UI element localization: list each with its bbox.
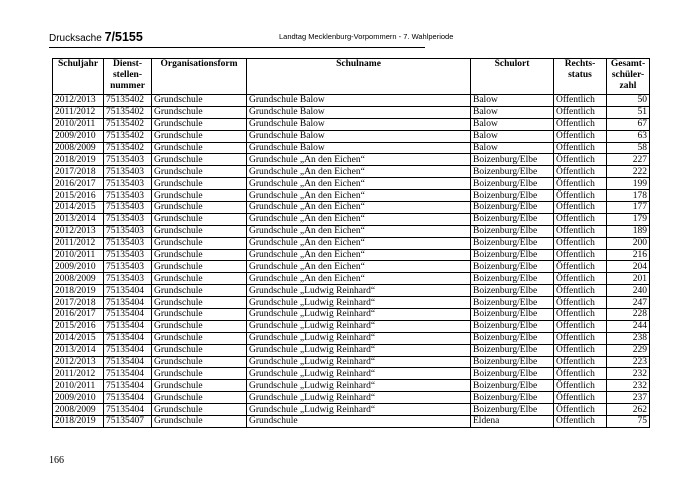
- cell-schulname: Grundschule „Ludwig Reinhard“: [247, 320, 471, 332]
- cell-schulort: Eldena: [471, 416, 554, 428]
- cell-dienststellennummer: 75135402: [104, 106, 152, 118]
- cell-schuljahr: 2009/2010: [53, 392, 104, 404]
- cell-schuljahr: 2015/2016: [53, 320, 104, 332]
- table-row: [53, 237, 650, 249]
- cell-schulname: Grundschule: [247, 416, 471, 428]
- cell-gesamtschuelerzahl: 262: [607, 404, 650, 416]
- cell-gesamtschuelerzahl: 240: [607, 285, 650, 297]
- cell-rechtsstatus: Öffentlich: [554, 142, 607, 154]
- cell-rechtsstatus: Öffentlich: [554, 190, 607, 202]
- cell-schulort: Boizenburg/Elbe: [471, 320, 554, 332]
- cell-rechtsstatus: Öffentlich: [554, 404, 607, 416]
- table-row: [53, 190, 650, 202]
- cell-schulort: Boizenburg/Elbe: [471, 202, 554, 214]
- cell-schuljahr: 2010/2011: [53, 380, 104, 392]
- cell-gesamtschuelerzahl: 216: [607, 249, 650, 261]
- cell-schuljahr: 2010/2011: [53, 249, 104, 261]
- cell-schuljahr: 2018/2019: [53, 285, 104, 297]
- cell-schulort: Boizenburg/Elbe: [471, 368, 554, 380]
- cell-dienststellennummer: 75135402: [104, 142, 152, 154]
- cell-schulname: Grundschule „Ludwig Reinhard“: [247, 309, 471, 321]
- cell-schuljahr: 2017/2018: [53, 297, 104, 309]
- cell-schulname: Grundschule „An den Eichen“: [247, 190, 471, 202]
- cell-schulname: Grundschule „An den Eichen“: [247, 237, 471, 249]
- cell-schuljahr: 2008/2009: [53, 404, 104, 416]
- cell-organisationsform: Grundschule: [152, 130, 247, 142]
- cell-rechtsstatus: Öffentlich: [554, 356, 607, 368]
- cell-schulort: Boizenburg/Elbe: [471, 404, 554, 416]
- cell-rechtsstatus: Öffentlich: [554, 297, 607, 309]
- table-row: [53, 225, 650, 237]
- cell-schulort: Balow: [471, 118, 554, 130]
- cell-gesamtschuelerzahl: 229: [607, 344, 650, 356]
- cell-dienststellennummer: 75135404: [104, 380, 152, 392]
- cell-organisationsform: Grundschule: [152, 213, 247, 225]
- cell-rechtsstatus: Öffentlich: [554, 106, 607, 118]
- cell-schuljahr: 2008/2009: [53, 273, 104, 285]
- cell-rechtsstatus: Öffentlich: [554, 154, 607, 166]
- cell-dienststellennummer: 75135403: [104, 202, 152, 214]
- cell-gesamtschuelerzahl: 201: [607, 273, 650, 285]
- cell-schulname: Grundschule „Ludwig Reinhard“: [247, 297, 471, 309]
- cell-schuljahr: 2011/2012: [53, 368, 104, 380]
- cell-schuljahr: 2009/2010: [53, 261, 104, 273]
- cell-rechtsstatus: Öffentlich: [554, 368, 607, 380]
- cell-dienststellennummer: 75135403: [104, 237, 152, 249]
- cell-schulort: Boizenburg/Elbe: [471, 356, 554, 368]
- cell-schuljahr: 2017/2018: [53, 166, 104, 178]
- cell-organisationsform: Grundschule: [152, 297, 247, 309]
- cell-schuljahr: 2016/2017: [53, 178, 104, 190]
- table-row: [53, 285, 650, 297]
- header-divider: [49, 47, 425, 48]
- cell-organisationsform: Grundschule: [152, 392, 247, 404]
- cell-schulort: Boizenburg/Elbe: [471, 190, 554, 202]
- cell-rechtsstatus: Öffentlich: [554, 166, 607, 178]
- cell-gesamtschuelerzahl: 58: [607, 142, 650, 154]
- cell-schulname: Grundschule „An den Eichen“: [247, 154, 471, 166]
- cell-organisationsform: Grundschule: [152, 356, 247, 368]
- school-data-table: [52, 58, 650, 428]
- cell-rechtsstatus: Öffentlich: [554, 273, 607, 285]
- cell-gesamtschuelerzahl: 223: [607, 356, 650, 368]
- cell-schulname: Grundschule „Ludwig Reinhard“: [247, 344, 471, 356]
- cell-schuljahr: 2013/2014: [53, 213, 104, 225]
- cell-rechtsstatus: Öffentlich: [554, 130, 607, 142]
- cell-schulort: Boizenburg/Elbe: [471, 380, 554, 392]
- cell-schuljahr: 2016/2017: [53, 309, 104, 321]
- cell-dienststellennummer: 75135403: [104, 213, 152, 225]
- table-row: [53, 202, 650, 214]
- cell-gesamtschuelerzahl: 189: [607, 225, 650, 237]
- cell-schuljahr: 2014/2015: [53, 332, 104, 344]
- cell-schulort: Balow: [471, 142, 554, 154]
- document-label-text: Drucksache: [49, 33, 102, 44]
- cell-schulort: Boizenburg/Elbe: [471, 344, 554, 356]
- cell-schulort: Balow: [471, 130, 554, 142]
- cell-organisationsform: Grundschule: [152, 106, 247, 118]
- cell-organisationsform: Grundschule: [152, 178, 247, 190]
- cell-gesamtschuelerzahl: 204: [607, 261, 650, 273]
- table-row: [53, 213, 650, 225]
- cell-organisationsform: Grundschule: [152, 344, 247, 356]
- cell-rechtsstatus: Öffentlich: [554, 225, 607, 237]
- cell-schulname: Grundschule „Ludwig Reinhard“: [247, 356, 471, 368]
- cell-schulname: Grundschule Balow: [247, 95, 471, 107]
- cell-schulort: Boizenburg/Elbe: [471, 285, 554, 297]
- cell-gesamtschuelerzahl: 222: [607, 166, 650, 178]
- cell-gesamtschuelerzahl: 238: [607, 332, 650, 344]
- cell-schulort: Balow: [471, 106, 554, 118]
- cell-schulort: Boizenburg/Elbe: [471, 225, 554, 237]
- cell-schuljahr: 2011/2012: [53, 106, 104, 118]
- table-row: [53, 178, 650, 190]
- cell-schulort: Boizenburg/Elbe: [471, 392, 554, 404]
- cell-dienststellennummer: 75135403: [104, 261, 152, 273]
- table-row: [53, 118, 650, 130]
- cell-schulname: Grundschule „An den Eichen“: [247, 213, 471, 225]
- cell-gesamtschuelerzahl: 177: [607, 202, 650, 214]
- cell-schuljahr: 2018/2019: [53, 416, 104, 428]
- table-row: [53, 332, 650, 344]
- cell-rechtsstatus: Öffentlich: [554, 237, 607, 249]
- cell-gesamtschuelerzahl: 227: [607, 154, 650, 166]
- cell-dienststellennummer: 75135407: [104, 416, 152, 428]
- cell-schuljahr: 2008/2009: [53, 142, 104, 154]
- cell-organisationsform: Grundschule: [152, 237, 247, 249]
- cell-rechtsstatus: Öffentlich: [554, 178, 607, 190]
- cell-schuljahr: 2009/2010: [53, 130, 104, 142]
- cell-dienststellennummer: 75135404: [104, 320, 152, 332]
- cell-schulname: Grundschule „An den Eichen“: [247, 225, 471, 237]
- cell-dienststellennummer: 75135404: [104, 368, 152, 380]
- cell-dienststellennummer: 75135404: [104, 297, 152, 309]
- table-header-row: [53, 59, 650, 95]
- cell-organisationsform: Grundschule: [152, 166, 247, 178]
- cell-schulname: Grundschule „Ludwig Reinhard“: [247, 380, 471, 392]
- cell-schulort: Balow: [471, 95, 554, 107]
- table-row: [53, 416, 650, 428]
- parliament-header: Landtag Mecklenburg-Vorpommern - 7. Wahlperiode: [279, 32, 454, 41]
- cell-schuljahr: 2012/2013: [53, 225, 104, 237]
- cell-schuljahr: 2011/2012: [53, 237, 104, 249]
- cell-dienststellennummer: 75135403: [104, 249, 152, 261]
- document-label: [49, 30, 143, 44]
- cell-organisationsform: Grundschule: [152, 368, 247, 380]
- cell-gesamtschuelerzahl: 200: [607, 237, 650, 249]
- cell-dienststellennummer: 75135403: [104, 154, 152, 166]
- cell-gesamtschuelerzahl: 247: [607, 297, 650, 309]
- cell-schulname: Grundschule Balow: [247, 130, 471, 142]
- cell-schuljahr: 2010/2011: [53, 118, 104, 130]
- column-header-schulort: Schulort: [471, 59, 554, 95]
- cell-organisationsform: Grundschule: [152, 309, 247, 321]
- page-number: 166: [49, 455, 64, 466]
- cell-rechtsstatus: Öffentlich: [554, 392, 607, 404]
- cell-gesamtschuelerzahl: 232: [607, 380, 650, 392]
- cell-rechtsstatus: Öffentlich: [554, 344, 607, 356]
- cell-dienststellennummer: 75135404: [104, 309, 152, 321]
- cell-schulname: Grundschule „An den Eichen“: [247, 261, 471, 273]
- cell-dienststellennummer: 75135403: [104, 225, 152, 237]
- cell-organisationsform: Grundschule: [152, 320, 247, 332]
- cell-dienststellennummer: 75135403: [104, 178, 152, 190]
- cell-rechtsstatus: Öffentlich: [554, 320, 607, 332]
- table-row: [53, 356, 650, 368]
- cell-gesamtschuelerzahl: 228: [607, 309, 650, 321]
- table-body: [53, 95, 650, 428]
- cell-rechtsstatus: Öffentlich: [554, 416, 607, 428]
- cell-dienststellennummer: 75135404: [104, 332, 152, 344]
- cell-schulname: Grundschule „Ludwig Reinhard“: [247, 392, 471, 404]
- column-header-organisationsform: Organisationsform: [152, 59, 247, 95]
- cell-organisationsform: Grundschule: [152, 404, 247, 416]
- table-row: [53, 95, 650, 107]
- table-row: [53, 249, 650, 261]
- cell-schulname: Grundschule „An den Eichen“: [247, 273, 471, 285]
- cell-organisationsform: Grundschule: [152, 190, 247, 202]
- cell-schuljahr: 2018/2019: [53, 154, 104, 166]
- cell-dienststellennummer: 75135404: [104, 356, 152, 368]
- cell-schulort: Boizenburg/Elbe: [471, 154, 554, 166]
- cell-organisationsform: Grundschule: [152, 285, 247, 297]
- cell-rechtsstatus: Öffentlich: [554, 95, 607, 107]
- table-row: [53, 261, 650, 273]
- column-header-gesamtschuelerzahl: Gesamt- schüler- zahl: [607, 59, 650, 95]
- cell-schulname: Grundschule Balow: [247, 106, 471, 118]
- cell-schulort: Boizenburg/Elbe: [471, 261, 554, 273]
- cell-schulname: Grundschule „An den Eichen“: [247, 202, 471, 214]
- cell-schulort: Boizenburg/Elbe: [471, 178, 554, 190]
- cell-gesamtschuelerzahl: 244: [607, 320, 650, 332]
- cell-organisationsform: Grundschule: [152, 154, 247, 166]
- cell-gesamtschuelerzahl: 63: [607, 130, 650, 142]
- cell-dienststellennummer: 75135404: [104, 285, 152, 297]
- cell-dienststellennummer: 75135404: [104, 392, 152, 404]
- cell-organisationsform: Grundschule: [152, 332, 247, 344]
- cell-schulname: Grundschule Balow: [247, 142, 471, 154]
- cell-schuljahr: 2012/2013: [53, 95, 104, 107]
- cell-organisationsform: Grundschule: [152, 118, 247, 130]
- table-row: [53, 368, 650, 380]
- table-row: [53, 320, 650, 332]
- cell-schulname: Grundschule „An den Eichen“: [247, 178, 471, 190]
- cell-schulname: Grundschule „Ludwig Reinhard“: [247, 404, 471, 416]
- cell-organisationsform: Grundschule: [152, 380, 247, 392]
- cell-dienststellennummer: 75135402: [104, 130, 152, 142]
- cell-organisationsform: Grundschule: [152, 261, 247, 273]
- table-row: [53, 142, 650, 154]
- cell-schulname: Grundschule „An den Eichen“: [247, 249, 471, 261]
- table-row: [53, 309, 650, 321]
- table-row: [53, 273, 650, 285]
- cell-organisationsform: Grundschule: [152, 249, 247, 261]
- cell-schulort: Boizenburg/Elbe: [471, 332, 554, 344]
- cell-dienststellennummer: 75135403: [104, 166, 152, 178]
- cell-organisationsform: Grundschule: [152, 416, 247, 428]
- cell-rechtsstatus: Öffentlich: [554, 309, 607, 321]
- document-number: 7/5155: [104, 30, 143, 44]
- cell-schulort: Boizenburg/Elbe: [471, 249, 554, 261]
- cell-schulort: Boizenburg/Elbe: [471, 297, 554, 309]
- cell-schuljahr: 2015/2016: [53, 190, 104, 202]
- table-row: [53, 380, 650, 392]
- cell-rechtsstatus: Öffentlich: [554, 380, 607, 392]
- cell-schulort: Boizenburg/Elbe: [471, 273, 554, 285]
- table-row: [53, 344, 650, 356]
- cell-gesamtschuelerzahl: 75: [607, 416, 650, 428]
- cell-rechtsstatus: Öffentlich: [554, 249, 607, 261]
- table-row: [53, 154, 650, 166]
- cell-gesamtschuelerzahl: 178: [607, 190, 650, 202]
- cell-organisationsform: Grundschule: [152, 95, 247, 107]
- cell-dienststellennummer: 75135404: [104, 404, 152, 416]
- cell-schulort: Boizenburg/Elbe: [471, 166, 554, 178]
- cell-gesamtschuelerzahl: 199: [607, 178, 650, 190]
- cell-organisationsform: Grundschule: [152, 202, 247, 214]
- cell-rechtsstatus: Öffentlich: [554, 202, 607, 214]
- cell-dienststellennummer: 75135403: [104, 190, 152, 202]
- cell-dienststellennummer: 75135402: [104, 95, 152, 107]
- cell-rechtsstatus: Öffentlich: [554, 213, 607, 225]
- cell-schulname: Grundschule „Ludwig Reinhard“: [247, 368, 471, 380]
- cell-gesamtschuelerzahl: 232: [607, 368, 650, 380]
- cell-gesamtschuelerzahl: 50: [607, 95, 650, 107]
- cell-organisationsform: Grundschule: [152, 225, 247, 237]
- cell-gesamtschuelerzahl: 179: [607, 213, 650, 225]
- cell-schuljahr: 2014/2015: [53, 202, 104, 214]
- cell-schulname: Grundschule „Ludwig Reinhard“: [247, 332, 471, 344]
- table-row: [53, 404, 650, 416]
- cell-gesamtschuelerzahl: 51: [607, 106, 650, 118]
- cell-schuljahr: 2013/2014: [53, 344, 104, 356]
- table-row: [53, 392, 650, 404]
- table-row: [53, 130, 650, 142]
- column-header-dienststellennummer: Dienst- stellen- nummer: [104, 59, 152, 95]
- cell-gesamtschuelerzahl: 67: [607, 118, 650, 130]
- table-row: [53, 297, 650, 309]
- cell-rechtsstatus: Öffentlich: [554, 261, 607, 273]
- cell-rechtsstatus: Öffentlich: [554, 118, 607, 130]
- cell-dienststellennummer: 75135403: [104, 273, 152, 285]
- cell-schulort: Boizenburg/Elbe: [471, 237, 554, 249]
- column-header-rechtsstatus: Rechts- status: [554, 59, 607, 95]
- cell-schulname: Grundschule „Ludwig Reinhard“: [247, 285, 471, 297]
- cell-organisationsform: Grundschule: [152, 273, 247, 285]
- table-row: [53, 166, 650, 178]
- cell-dienststellennummer: 75135402: [104, 118, 152, 130]
- cell-organisationsform: Grundschule: [152, 142, 247, 154]
- cell-gesamtschuelerzahl: 237: [607, 392, 650, 404]
- cell-rechtsstatus: Öffentlich: [554, 332, 607, 344]
- cell-schulname: Grundschule Balow: [247, 118, 471, 130]
- table-row: [53, 106, 650, 118]
- cell-dienststellennummer: 75135404: [104, 344, 152, 356]
- cell-rechtsstatus: Öffentlich: [554, 285, 607, 297]
- column-header-schuljahr: Schuljahr: [53, 59, 104, 95]
- column-header-schulname: Schulname: [247, 59, 471, 95]
- cell-schulort: Boizenburg/Elbe: [471, 213, 554, 225]
- cell-schulname: Grundschule „An den Eichen“: [247, 166, 471, 178]
- cell-schulort: Boizenburg/Elbe: [471, 309, 554, 321]
- cell-schuljahr: 2012/2013: [53, 356, 104, 368]
